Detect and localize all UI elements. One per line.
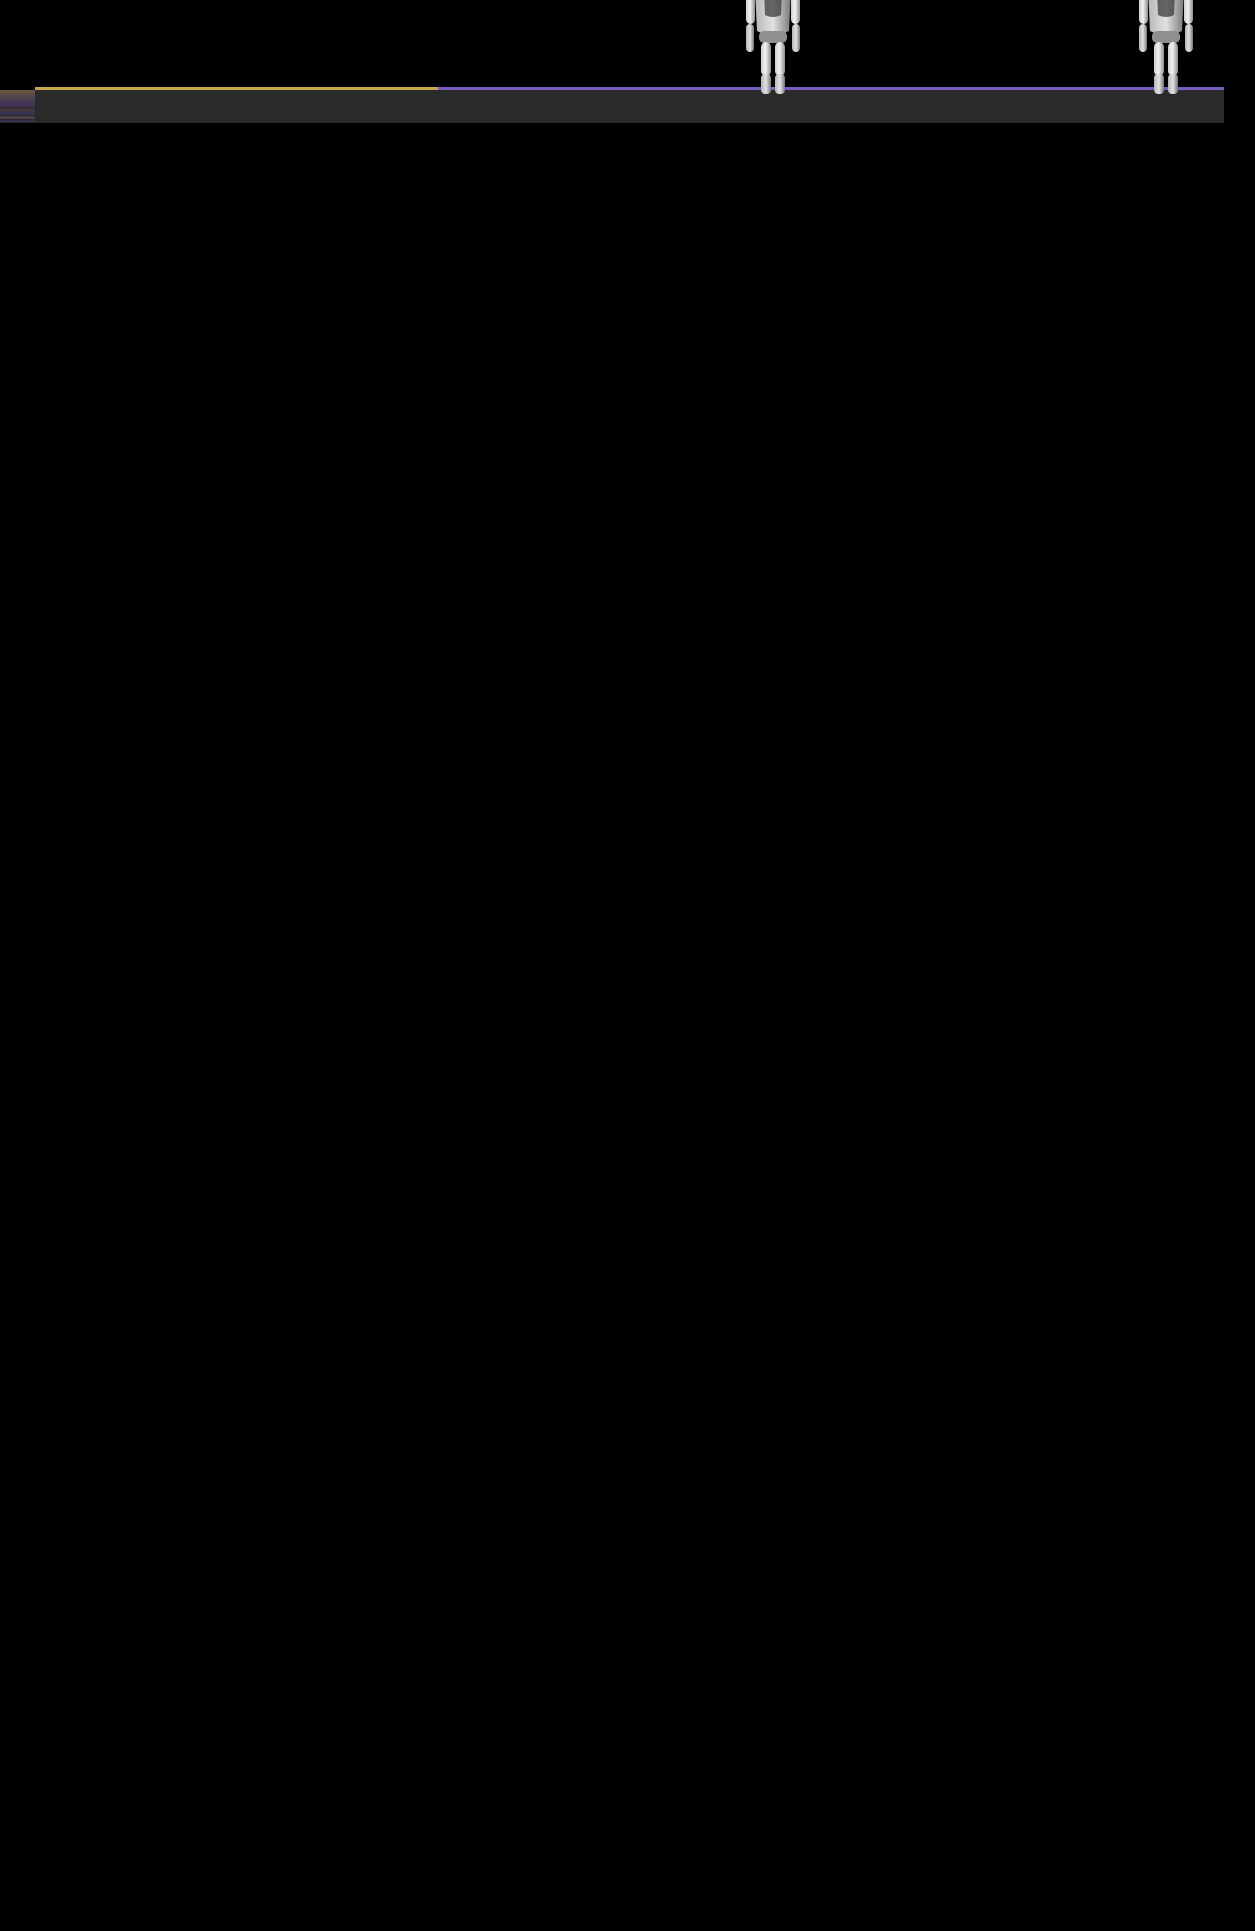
header-product-cell-1 (438, 0, 831, 90)
header-spacer (0, 0, 35, 90)
robot-illustration (1126, 0, 1206, 95)
table-row (0, 122, 1224, 123)
robot-illustration (733, 0, 813, 95)
humanoid-robot-image (1126, 0, 1206, 95)
header-product-cell-2 (831, 0, 1224, 90)
group-label-2 (0, 108, 35, 116)
humanoid-robot-image (733, 0, 813, 95)
header-label-cell (35, 0, 438, 90)
group-label-4 (0, 120, 35, 123)
spec-table (0, 0, 1224, 123)
group-label-1 (0, 90, 35, 108)
spec-table-body (0, 0, 1224, 123)
spec-table-wrapper (0, 0, 1224, 123)
table-header-row (0, 0, 1224, 90)
value-h2 (438, 122, 831, 123)
value-h2-edu (831, 122, 1224, 123)
row-label (35, 122, 438, 123)
